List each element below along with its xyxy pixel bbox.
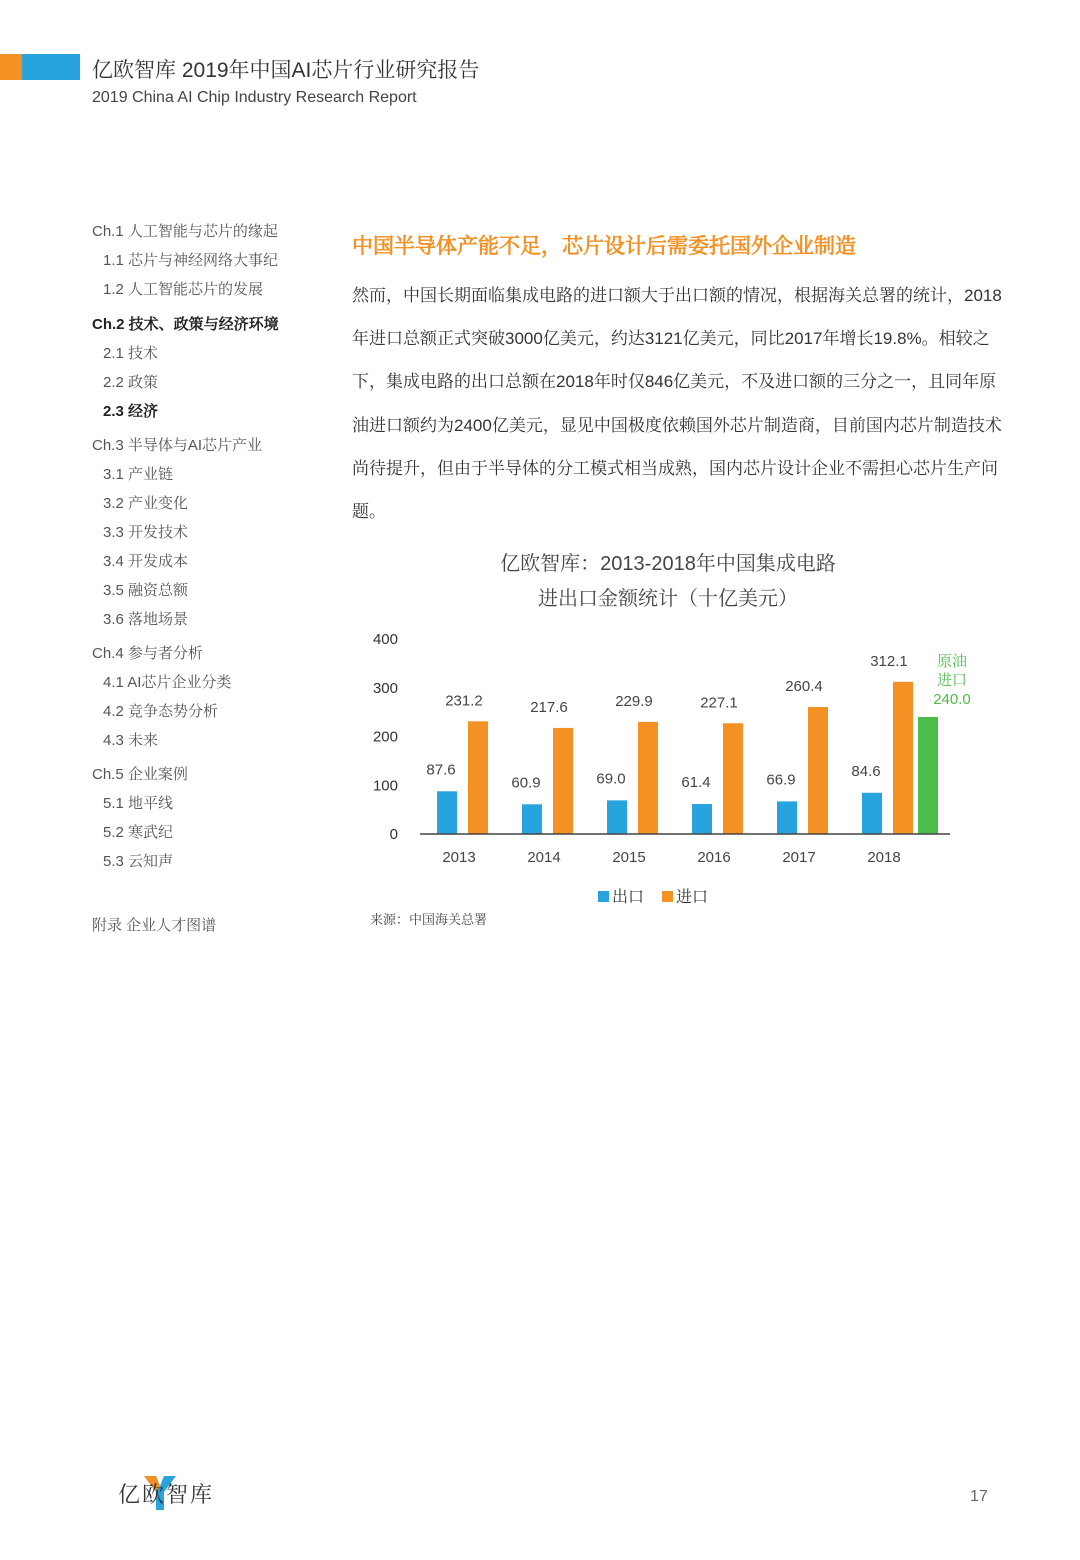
toc-item[interactable]: 3.5 融资总额 bbox=[103, 582, 189, 599]
value-label-export-2015: 69.0 bbox=[596, 770, 626, 788]
toc-item[interactable]: 2.2 政策 bbox=[103, 374, 159, 391]
value-label-export-2014: 60.9 bbox=[511, 774, 541, 792]
footer-logo-text: 亿欧智库 bbox=[118, 1482, 215, 1507]
oil-label-line1: 原油 bbox=[936, 653, 968, 670]
bar-import-2014 bbox=[553, 728, 573, 834]
category-label-2014: 2014 bbox=[527, 849, 561, 866]
y-tick-label: 300 bbox=[372, 679, 398, 697]
value-label-export-2017: 66.9 bbox=[766, 771, 796, 789]
toc-item[interactable]: 1.1 芯片与神经网络大事纪 bbox=[103, 252, 279, 269]
value-label-export-2013: 87.6 bbox=[426, 761, 456, 779]
toc-item[interactable]: 5.3 云知声 bbox=[103, 853, 174, 870]
y-tick-label: 100 bbox=[372, 777, 398, 795]
toc-item[interactable]: 3.6 落地场景 bbox=[103, 611, 189, 628]
toc-item[interactable]: 3.2 产业变化 bbox=[103, 495, 189, 512]
value-label-import-2016: 227.1 bbox=[700, 694, 738, 712]
category-label-2018: 2018 bbox=[867, 849, 901, 866]
bar-crude-oil-import bbox=[918, 717, 938, 834]
bar-import-2017 bbox=[808, 707, 828, 834]
import-export-bar-chart bbox=[340, 540, 1000, 940]
toc-item[interactable]: 4.3 未来 bbox=[103, 732, 159, 749]
report-title: 亿欧智库 2019年中国AI芯片行业研究报告 bbox=[92, 59, 480, 82]
value-label-import-2017: 260.4 bbox=[785, 678, 823, 696]
legend-label-1: 进口 bbox=[676, 889, 709, 906]
chart-source: 来源：中国海关总署 bbox=[370, 912, 488, 927]
toc-item[interactable]: 1.2 人工智能芯片的发展 bbox=[103, 281, 264, 298]
chart-legend bbox=[598, 888, 708, 906]
header-accent-blue bbox=[22, 54, 80, 80]
bar-import-2018 bbox=[893, 682, 913, 834]
bar-export-2015 bbox=[607, 800, 627, 834]
toc-item[interactable]: Ch.5 企业案例 bbox=[92, 766, 188, 783]
page-number: 17 bbox=[970, 1488, 988, 1505]
y-tick-label: 200 bbox=[372, 728, 398, 746]
y-tick-label: 0 bbox=[389, 826, 398, 843]
y-tick-label: 400 bbox=[372, 631, 398, 648]
bar-export-2014 bbox=[522, 804, 542, 834]
toc-item[interactable]: 5.1 地平线 bbox=[103, 795, 174, 812]
value-label-import-2015: 229.9 bbox=[615, 692, 653, 710]
value-label-export-2016: 61.4 bbox=[681, 774, 711, 792]
value-label-import-2014: 217.6 bbox=[530, 698, 568, 716]
toc-item[interactable]: Ch.1 人工智能与芯片的缘起 bbox=[92, 223, 278, 240]
value-label-import-2018: 312.1 bbox=[870, 652, 908, 670]
legend-swatch-0 bbox=[598, 891, 609, 902]
bar-export-2017 bbox=[777, 801, 797, 834]
body-paragraph: 然而，中国长期面临集成电路的进口额大于出口额的情况，根据海关总署的统计，2018年进口总额正式突破3000亿美元，约达3121亿美元，同比2017年增长19.8%。相较之下，集成电路的出口总额在2018年时仅846亿美元，不及进口额的三分之一，且同年原油进口额约为2400亿美元，显见中国极度依赖国外芯片制造商，目前国内芯片制造技术尚待提升，但由于半导体的分工模式相当成熟，国内芯片设计企业不需担心芯片生产问题。 bbox=[352, 286, 1002, 522]
oil-label-line2: 进口 bbox=[936, 672, 968, 689]
bar-export-2013 bbox=[437, 791, 457, 834]
chart-title-line2: 进出口金额统计（十亿美元） bbox=[538, 588, 798, 610]
value-label-import-2013: 231.2 bbox=[445, 692, 483, 710]
oil-value-label: 240.0 bbox=[933, 691, 971, 708]
report-subtitle: 2019 China AI Chip Industry Research Report bbox=[92, 89, 417, 106]
toc-item[interactable]: 3.4 开发成本 bbox=[103, 553, 189, 570]
toc-item[interactable]: 3.3 开发技术 bbox=[103, 524, 189, 541]
toc-item[interactable]: 3.1 产业链 bbox=[103, 466, 174, 483]
section-heading: 中国半导体产能不足，芯片设计后需委托国外企业制造 bbox=[352, 235, 856, 258]
value-label-export-2018: 84.6 bbox=[851, 762, 881, 780]
header-accent-orange bbox=[0, 54, 22, 80]
toc-item[interactable]: 5.2 寒武纪 bbox=[103, 824, 174, 841]
bar-import-2013 bbox=[468, 721, 488, 834]
toc-item[interactable]: Ch.3 半导体与AI芯片产业 bbox=[92, 437, 263, 454]
bar-import-2016 bbox=[723, 723, 743, 834]
legend-swatch-1 bbox=[662, 891, 673, 902]
toc-item[interactable]: 4.1 AI芯片企业分类 bbox=[103, 674, 232, 691]
toc-item[interactable]: 2.1 技术 bbox=[103, 345, 159, 362]
category-label-2017: 2017 bbox=[782, 849, 816, 866]
chart-title-line1: 亿欧智库：2013-2018年中国集成电路 bbox=[500, 553, 836, 575]
toc-item[interactable]: Ch.2 技术、政策与经济环境 bbox=[92, 316, 279, 333]
bar-export-2018 bbox=[862, 793, 882, 834]
category-label-2016: 2016 bbox=[697, 849, 731, 866]
category-label-2013: 2013 bbox=[442, 849, 476, 866]
legend-label-0: 出口 bbox=[612, 889, 645, 906]
toc-item[interactable]: 2.3 经济 bbox=[103, 403, 159, 420]
bar-export-2016 bbox=[692, 804, 712, 834]
toc-item[interactable]: 4.2 竞争态势分析 bbox=[103, 703, 219, 720]
toc-item[interactable]: Ch.4 参与者分析 bbox=[92, 645, 203, 662]
category-label-2015: 2015 bbox=[612, 849, 646, 866]
bar-import-2015 bbox=[638, 722, 658, 834]
toc-item[interactable]: 附录 企业人才图谱 bbox=[92, 917, 217, 934]
